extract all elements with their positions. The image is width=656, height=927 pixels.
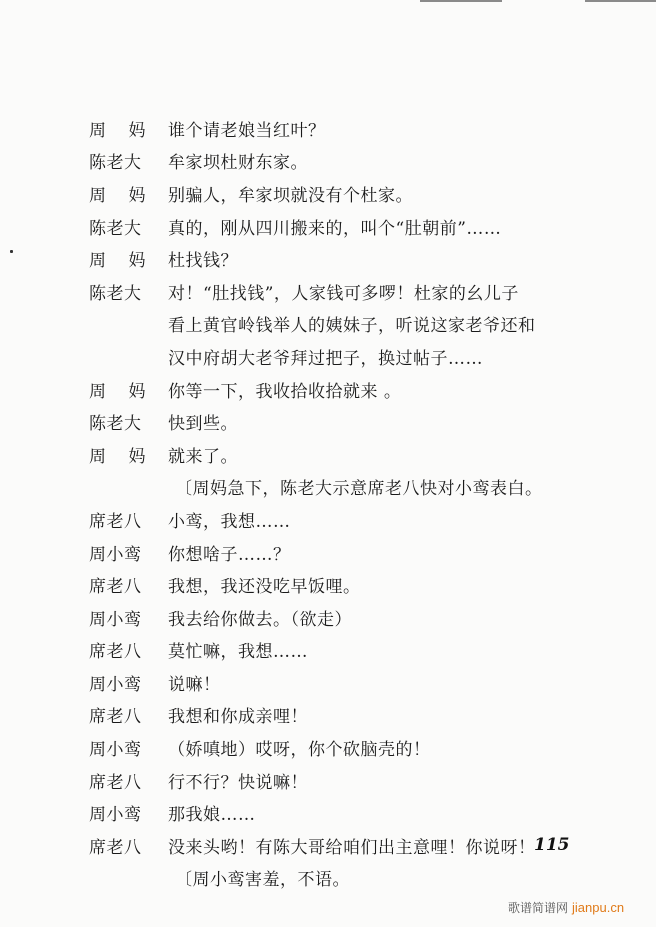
speaker-name-part: 周小鸾	[89, 609, 142, 630]
dialog-text: 杜找钱？	[168, 251, 238, 272]
speaker-name-part: 周小鸾	[89, 544, 142, 565]
speaker-name-part: 周	[89, 446, 107, 467]
script-line	[89, 666, 589, 699]
speaker-name	[89, 637, 168, 662]
script-line	[89, 275, 589, 308]
stage-direction-text: 〔周小鸾害羞，不语。	[175, 870, 350, 891]
script-line	[89, 829, 589, 862]
script-line	[89, 145, 589, 178]
script-line	[89, 568, 589, 601]
script-line	[89, 699, 589, 732]
dialog-text: （娇嗔地）哎呀，你个砍脑壳的！	[168, 740, 431, 761]
speaker-name	[89, 605, 168, 630]
speaker-name-part: 席老八	[89, 577, 142, 598]
speaker-name	[89, 214, 168, 239]
speaker-name-part: 周小鸾	[89, 740, 142, 761]
script-line	[89, 177, 589, 210]
speaker-name	[89, 768, 168, 793]
dialog-text: 汉中府胡大老爷拜过把子，换过帖子……	[168, 348, 483, 369]
script-line	[89, 112, 589, 145]
speaker-name	[89, 246, 146, 271]
dialog-text: 莫忙嘛，我想……	[168, 642, 308, 663]
speaker-name-part: 席老八	[89, 642, 142, 663]
dialog-text: 别骗人，牟家坝就没有个杜家。	[168, 185, 413, 206]
dialog-text: 快到些。	[168, 414, 238, 435]
speaker-name-part: 周小鸾	[89, 674, 142, 695]
speaker-name-part: 席老八	[89, 837, 142, 858]
speaker-name-part: 妈	[128, 120, 146, 141]
script-line	[89, 438, 589, 471]
script-line	[89, 731, 589, 764]
speaker-name-part: 陈老大	[89, 218, 142, 239]
dialog-text: 谁个请老娘当红叶？	[168, 120, 326, 141]
dialog-text: 没来头哟！有陈大哥给咱们出主意哩！你说呀！	[168, 837, 536, 858]
speaker-name	[89, 800, 168, 825]
dialog-text: 我想，我还没吃早饭哩。	[168, 577, 361, 598]
speaker-name	[89, 279, 168, 304]
speaker-name-part: 陈老大	[89, 153, 142, 174]
speaker-name	[89, 572, 168, 597]
page-number: 115	[534, 835, 570, 855]
speaker-name-part: 周	[89, 381, 107, 402]
speaker-name	[89, 670, 168, 695]
script-line	[89, 340, 589, 373]
speaker-name	[89, 148, 168, 173]
watermark-chinese: 歌谱简谱网	[508, 901, 569, 915]
script-line	[89, 796, 589, 829]
dialog-text: 你想啥子……？	[168, 544, 291, 565]
speaker-name-part: 席老八	[89, 511, 142, 532]
dialog-text: 对！“肚找钱”，人家钱可多啰！杜家的幺儿子	[168, 283, 519, 304]
script-line	[89, 210, 589, 243]
speaker-name-part: 席老八	[89, 772, 142, 793]
speaker-name-part: 周	[89, 185, 107, 206]
top-scan-rule-left	[420, 0, 502, 2]
speaker-name	[89, 833, 168, 858]
speaker-name-part: 妈	[128, 381, 146, 402]
dialog-text: 看上黄官岭钱举人的姨妹子，听说这家老爷还和	[168, 316, 536, 337]
script-line	[89, 764, 589, 797]
dialog-text: 那我娘……	[168, 805, 256, 826]
dialog-text: 你等一下，我收拾收拾就来 。	[168, 381, 402, 402]
speaker-name-part: 妈	[128, 446, 146, 467]
play-script-body	[89, 112, 589, 894]
script-line	[89, 373, 589, 406]
speaker-name-part: 陈老大	[89, 283, 142, 304]
speaker-name	[89, 116, 146, 141]
dialog-text: 我想和你成亲哩！	[168, 707, 308, 728]
speaker-name-part: 席老八	[89, 707, 142, 728]
speaker-name-part: 周	[89, 120, 107, 141]
script-line	[89, 503, 589, 536]
script-line	[89, 405, 589, 438]
speaker-name	[89, 409, 168, 434]
dialog-text: 小鸾，我想……	[168, 511, 291, 532]
dialog-text: 真的，刚从四川搬来的，叫个“肚朝前”……	[168, 218, 502, 239]
script-line	[89, 308, 589, 341]
script-line	[89, 634, 589, 667]
speaker-name	[89, 377, 146, 402]
speaker-name	[89, 181, 146, 206]
speaker-name	[89, 507, 168, 532]
stage-direction	[89, 862, 589, 895]
speaker-name	[89, 540, 168, 565]
dialog-text: 行不行？快说嘛！	[168, 772, 308, 793]
scan-speck	[10, 250, 13, 253]
speaker-name-part: 周	[89, 251, 107, 272]
stage-direction	[89, 471, 589, 504]
speaker-name	[89, 702, 168, 727]
dialog-text: 我去给你做去。（欲走）	[168, 609, 352, 630]
top-scan-rule-right	[585, 0, 656, 2]
speaker-name-part: 妈	[128, 185, 146, 206]
script-line	[89, 601, 589, 634]
dialog-text: 就来了。	[168, 446, 238, 467]
dialog-text: 牟家坝杜财东家。	[168, 153, 308, 174]
dialog-text: 说嘛！	[168, 674, 221, 695]
speaker-name-part: 陈老大	[89, 414, 142, 435]
speaker-name	[89, 735, 168, 760]
script-line	[89, 536, 589, 569]
speaker-name-part: 周小鸾	[89, 805, 142, 826]
watermark	[508, 899, 624, 916]
watermark-site: jianpu.cn	[572, 900, 625, 915]
script-line	[89, 242, 589, 275]
stage-direction-text: 〔周妈急下，陈老大示意席老八快对小鸾表白。	[175, 479, 543, 500]
speaker-name	[89, 442, 146, 467]
speaker-name-part: 妈	[128, 251, 146, 272]
